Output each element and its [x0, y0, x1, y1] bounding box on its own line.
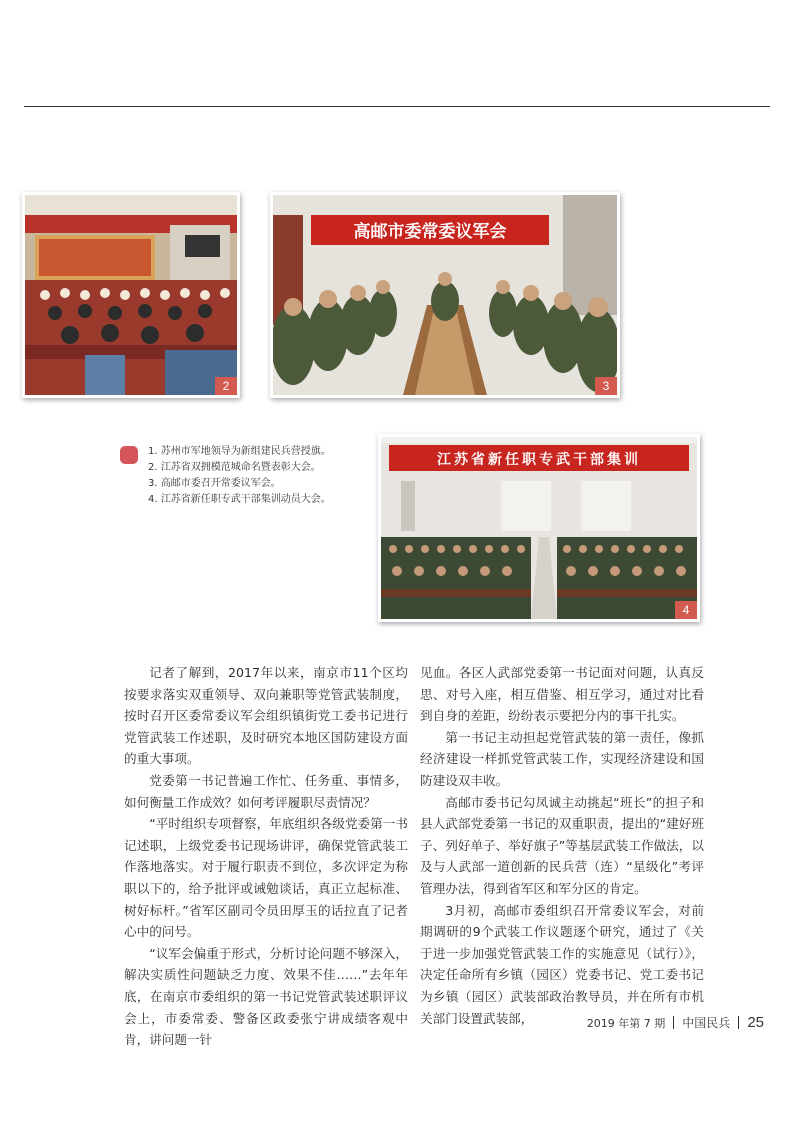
caption-item: 1. 苏州市军地领导为新组建民兵营授旗。 — [148, 446, 331, 457]
photo-2 — [22, 192, 240, 398]
photo-4-number: 4 — [675, 601, 697, 619]
footer-divider — [673, 1016, 674, 1029]
photo-2-image — [25, 195, 237, 395]
page-number: 25 — [747, 1014, 764, 1031]
footer-divider — [738, 1016, 739, 1029]
paragraph: 3月初，高邮市委组织召开常委议军会，对前期调研的9个武装工作议题逐个研究，通过了《关于进一步加强党管武装工作的实施意见（试行）》，决定任命所有乡镇（园区）党委书记、党工委书记为乡镇（园区）武装部政治教导员，并在所有市机关部门设置武装部， — [420, 902, 704, 1026]
magazine-name: 中国民兵 — [682, 1016, 731, 1030]
paragraph: “议军会偏重于形式，分析讨论问题不够深入，解决实质性问题缺乏力度、效果不佳……”去年年底，在南京市委组织的第一书记党管武装述职评议会上，市委常委、警备区政委张宁讲成绩客观中肯，讲问题一针 — [124, 945, 408, 1048]
photo-4 — [378, 434, 700, 622]
header-rule — [24, 106, 770, 107]
caption-item: 3. 高邮市委召开常委议军会。 — [148, 478, 281, 489]
paragraph: 第一书记主动担起党管武装的第一责任，像抓经济建设一样抓党管武装工作，实现经济建设和国防建设双丰收。 — [420, 729, 704, 788]
photo-3 — [270, 192, 620, 398]
paragraph: 见血。各区人武部党委第一书记面对问题，认真反思、对号入座，相互借鉴、相互学习，通过对比看到自身的差距，纷纷表示要把分内的事干扎实。 — [420, 665, 704, 724]
article-column-right — [420, 662, 704, 1029]
paragraph: 记者了解到，2017年以来，南京市11个区均按要求落实双重领导、双向兼职等党管武装制度，按时召开区委常委议军会组织镇街党工委书记进行党管武装工作述职，及时研究本地区国防建设方面的重大事项。 — [124, 665, 408, 767]
article-column-left — [124, 662, 408, 1051]
caption-marker-icon — [120, 446, 138, 464]
photo-3-banner-text: 高邮市委常委议军会 — [353, 222, 507, 242]
caption-item: 2. 江苏省双拥模范城命名暨表彰大会。 — [148, 462, 321, 473]
photo-4-image — [381, 437, 697, 619]
issue-label: 2019 年第 7 期 — [586, 1016, 666, 1030]
photo-3-image — [273, 195, 617, 395]
photo-3-number: 3 — [595, 377, 617, 395]
photo-4-banner-text: 江苏省新任职专武干部集训 — [437, 452, 641, 468]
paragraph: “平时组织专项督察，年底组织各级党委第一书记述职，上级党委书记现场讲评，确保党管武装工作落地落实。对于履行职责不到位，多次评定为称职以下的，给予批评或诫勉谈话，真正立起标准、树好标杆。”省军区副司令员田厚玉的话拉直了记者心中的问号。 — [124, 816, 408, 940]
caption-item: 4. 江苏省新任职专武干部集训动员大会。 — [148, 494, 331, 505]
page-footer — [587, 1014, 764, 1031]
photo-captions — [148, 444, 331, 508]
paragraph: 党委第一书记普遍工作忙、任务重、事情多，如何衡量工作成效？如何考评履职尽责情况？ — [124, 772, 408, 810]
photo-2-number: 2 — [215, 377, 237, 395]
paragraph: 高邮市委书记勾凤诚主动挑起“班长”的担子和县人武部党委第一书记的双重职责，提出的“建好班子、列好单子、举好旗子”等基层武装工作做法，以及与人武部一道创新的民兵营（连）“星级化”考评管理办法，得到省军区和军分区的肯定。 — [420, 794, 704, 896]
